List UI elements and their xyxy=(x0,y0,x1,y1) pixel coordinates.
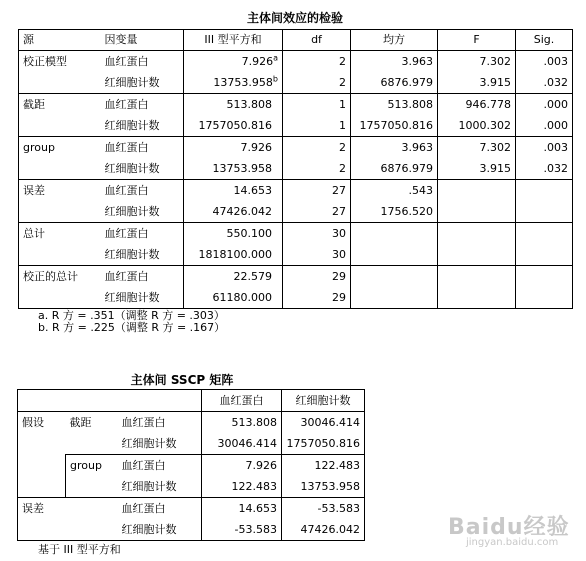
df-cell: 27 xyxy=(283,180,351,202)
sum-of-squares-cell xyxy=(184,201,283,223)
sum-of-squares-value: 14.653 xyxy=(233,184,272,197)
sum-of-squares-cell xyxy=(184,51,283,73)
note-b: b. R 方 = .225（调整 R 方 = .167） xyxy=(38,321,226,334)
baidu-watermark: Baidu经验 xyxy=(448,515,570,540)
sig-cell xyxy=(516,287,573,309)
dependent-variable-cell: 红细胞计数 xyxy=(101,244,184,266)
dependent-variable-cell: 红细胞计数 xyxy=(101,201,184,223)
source-cell xyxy=(19,72,101,94)
df-cell: 2 xyxy=(283,51,351,73)
mean-square-cell xyxy=(351,287,438,309)
f-cell: 946.778 xyxy=(438,94,516,116)
source-cell xyxy=(19,201,101,223)
sum-of-squares-value: 513.808 xyxy=(226,98,272,111)
mean-square-cell: 3.963 xyxy=(351,51,438,73)
sig-cell: .000 xyxy=(516,94,573,116)
dependent-variable-cell: 血红蛋白 xyxy=(101,137,184,159)
table-row xyxy=(19,158,573,180)
sig-cell: .000 xyxy=(516,115,573,137)
sum-of-squares-cell xyxy=(184,72,283,94)
table-row xyxy=(18,476,365,498)
df-cell: 27 xyxy=(283,201,351,223)
sig-cell xyxy=(516,223,573,245)
sum-of-squares-value: 13753.958 xyxy=(213,76,273,89)
sum-of-squares-cell xyxy=(184,94,283,116)
table1-header-cell: 均方 xyxy=(351,30,438,51)
mean-square-cell: 6876.979 xyxy=(351,158,438,180)
source-cell: 截距 xyxy=(19,94,101,116)
df-cell: 29 xyxy=(283,266,351,288)
effect-cell xyxy=(66,519,118,541)
mean-square-cell xyxy=(351,223,438,245)
sig-cell: .032 xyxy=(516,158,573,180)
sum-of-squares-cell xyxy=(184,115,283,137)
mean-square-cell: 513.808 xyxy=(351,94,438,116)
table-row xyxy=(19,94,573,116)
table-row xyxy=(18,433,365,455)
sig-cell xyxy=(516,266,573,288)
mean-square-cell xyxy=(351,266,438,288)
source-cell: 总计 xyxy=(19,223,101,245)
sum-of-squares-value: 1818100.000 xyxy=(198,248,272,261)
sig-cell: .032 xyxy=(516,72,573,94)
table1-header-cell: df xyxy=(283,30,351,51)
dependent-variable-cell: 血红蛋白 xyxy=(101,266,184,288)
table-row xyxy=(19,201,573,223)
matrix-value-cell: 7.926 xyxy=(202,455,282,477)
table-row xyxy=(18,455,365,477)
table2-header-cell: 红细胞计数 xyxy=(282,390,365,412)
source-cell xyxy=(19,158,101,180)
df-cell: 29 xyxy=(283,287,351,309)
mean-square-cell: 6876.979 xyxy=(351,72,438,94)
matrix-value-cell: 513.808 xyxy=(202,412,282,434)
f-cell xyxy=(438,201,516,223)
mean-square-cell xyxy=(351,244,438,266)
effect-cell xyxy=(66,498,118,520)
dependent-variable-cell: 血红蛋白 xyxy=(101,51,184,73)
dependent-variable-cell: 血红蛋白 xyxy=(118,455,202,477)
dependent-variable-cell: 红细胞计数 xyxy=(101,72,184,94)
mean-square-cell: .543 xyxy=(351,180,438,202)
dependent-variable-cell: 血红蛋白 xyxy=(118,412,202,434)
sum-of-squares-value: 61180.000 xyxy=(212,291,272,304)
footnote-marker: a xyxy=(273,53,278,63)
df-cell: 30 xyxy=(283,223,351,245)
f-cell: 7.302 xyxy=(438,137,516,159)
table1-header-cell: III 型平方和 xyxy=(184,30,283,51)
table-row xyxy=(19,137,573,159)
table1-header-cell: Sig. xyxy=(516,30,573,51)
f-cell: 3.915 xyxy=(438,158,516,180)
f-cell: 1000.302 xyxy=(438,115,516,137)
df-cell: 2 xyxy=(283,137,351,159)
sum-of-squares-cell xyxy=(184,180,283,202)
matrix-value-cell: -53.583 xyxy=(202,519,282,541)
table1-header-row xyxy=(19,30,573,51)
dependent-variable-cell: 血红蛋白 xyxy=(118,498,202,520)
footnote-marker: b xyxy=(272,74,278,84)
sum-of-squares-cell xyxy=(184,158,283,180)
sig-cell xyxy=(516,244,573,266)
f-cell xyxy=(438,287,516,309)
group-cell xyxy=(18,476,66,498)
table2-corner-cell xyxy=(18,390,202,412)
df-cell: 1 xyxy=(283,94,351,116)
table1-header-cell: F xyxy=(438,30,516,51)
sum-of-squares-value: 1757050.816 xyxy=(198,119,272,132)
table-row xyxy=(18,519,365,541)
table-row xyxy=(19,287,573,309)
source-cell: 误差 xyxy=(19,180,101,202)
table-row xyxy=(19,180,573,202)
sig-cell: .003 xyxy=(516,51,573,73)
group-cell xyxy=(18,433,66,455)
source-cell xyxy=(19,287,101,309)
sum-of-squares-value: 47426.042 xyxy=(212,205,272,218)
dependent-variable-cell: 红细胞计数 xyxy=(101,287,184,309)
sig-cell xyxy=(516,180,573,202)
table2-header-cell: 血红蛋白 xyxy=(202,390,282,412)
dependent-variable-cell: 红细胞计数 xyxy=(101,158,184,180)
f-cell: 7.302 xyxy=(438,51,516,73)
dependent-variable-cell: 红细胞计数 xyxy=(101,115,184,137)
sum-of-squares-value: 22.579 xyxy=(233,270,272,283)
dependent-variable-cell: 血红蛋白 xyxy=(101,180,184,202)
baidu-watermark-url: jingyan.baidu.com xyxy=(466,537,559,548)
sum-of-squares-value: 550.100 xyxy=(226,227,272,240)
table-row xyxy=(19,72,573,94)
matrix-value-cell: -53.583 xyxy=(282,498,365,520)
sum-of-squares-value: 7.926 xyxy=(240,141,272,154)
sum-of-squares-cell xyxy=(184,287,283,309)
f-cell: 3.915 xyxy=(438,72,516,94)
source-cell: 校正模型 xyxy=(23,55,67,68)
matrix-value-cell: 30046.414 xyxy=(282,412,365,434)
sum-of-squares-value: 7.926 xyxy=(241,55,274,68)
sscp-matrix-table xyxy=(17,389,365,541)
sum-of-squares-cell xyxy=(184,223,283,245)
table2-footnote: 基于 III 型平方和 xyxy=(38,543,121,556)
table-row xyxy=(19,266,573,288)
df-cell: 1 xyxy=(283,115,351,137)
f-cell xyxy=(438,180,516,202)
group-cell xyxy=(18,519,66,541)
matrix-value-cell: 122.483 xyxy=(202,476,282,498)
dependent-variable-cell: 血红蛋白 xyxy=(101,94,184,116)
mean-square-cell: 3.963 xyxy=(351,137,438,159)
dependent-variable-cell: 红细胞计数 xyxy=(118,476,202,498)
table1-header-cell: 因变量 xyxy=(101,30,184,51)
effect-cell: 截距 xyxy=(69,416,92,429)
source-cell xyxy=(19,244,101,266)
table-row xyxy=(19,244,573,266)
group-cell xyxy=(18,455,66,477)
table2-header-row xyxy=(18,390,365,412)
source-cell xyxy=(19,115,101,137)
effect-cell xyxy=(66,476,118,498)
dependent-variable-cell: 红细胞计数 xyxy=(118,433,202,455)
table-row xyxy=(19,115,573,137)
source-cell: 校正的总计 xyxy=(19,266,101,288)
sig-cell: .003 xyxy=(516,137,573,159)
sig-cell xyxy=(516,201,573,223)
table-row xyxy=(19,223,573,245)
effect-cell xyxy=(66,433,118,455)
mean-square-cell: 1757050.816 xyxy=(351,115,438,137)
effect-cell: group xyxy=(66,455,118,477)
sum-of-squares-cell xyxy=(184,137,283,159)
group-cell: 误差 xyxy=(18,498,66,520)
f-cell xyxy=(438,244,516,266)
df-cell: 30 xyxy=(283,244,351,266)
table1-header-cell: 源 xyxy=(19,30,101,51)
table-row xyxy=(19,51,573,73)
matrix-value-cell: 122.483 xyxy=(282,455,365,477)
dependent-variable-cell: 血红蛋白 xyxy=(101,223,184,245)
matrix-value-cell: 1757050.816 xyxy=(282,433,365,455)
matrix-value-cell: 14.653 xyxy=(202,498,282,520)
matrix-value-cell: 47426.042 xyxy=(282,519,365,541)
note-a: a. R 方 = .351（调整 R 方 = .303） xyxy=(38,309,225,322)
sum-of-squares-cell xyxy=(184,266,283,288)
sum-of-squares-value: 13753.958 xyxy=(212,162,272,175)
sum-of-squares-cell xyxy=(184,244,283,266)
matrix-value-cell: 30046.414 xyxy=(202,433,282,455)
table2-title: 主体间 SSCP 矩阵 xyxy=(130,373,234,387)
f-cell xyxy=(438,266,516,288)
mean-square-cell: 1756.520 xyxy=(351,201,438,223)
df-cell: 2 xyxy=(283,158,351,180)
table-row xyxy=(18,498,365,520)
dependent-variable-cell: 红细胞计数 xyxy=(118,519,202,541)
group-cell: 假设 xyxy=(18,412,66,434)
f-cell xyxy=(438,223,516,245)
source-cell: group xyxy=(19,137,101,159)
matrix-value-cell: 13753.958 xyxy=(282,476,365,498)
tests-between-subjects-table xyxy=(18,29,573,309)
table-row xyxy=(18,412,365,434)
table1-title: 主体间效应的检验 xyxy=(246,11,343,25)
df-cell: 2 xyxy=(283,72,351,94)
